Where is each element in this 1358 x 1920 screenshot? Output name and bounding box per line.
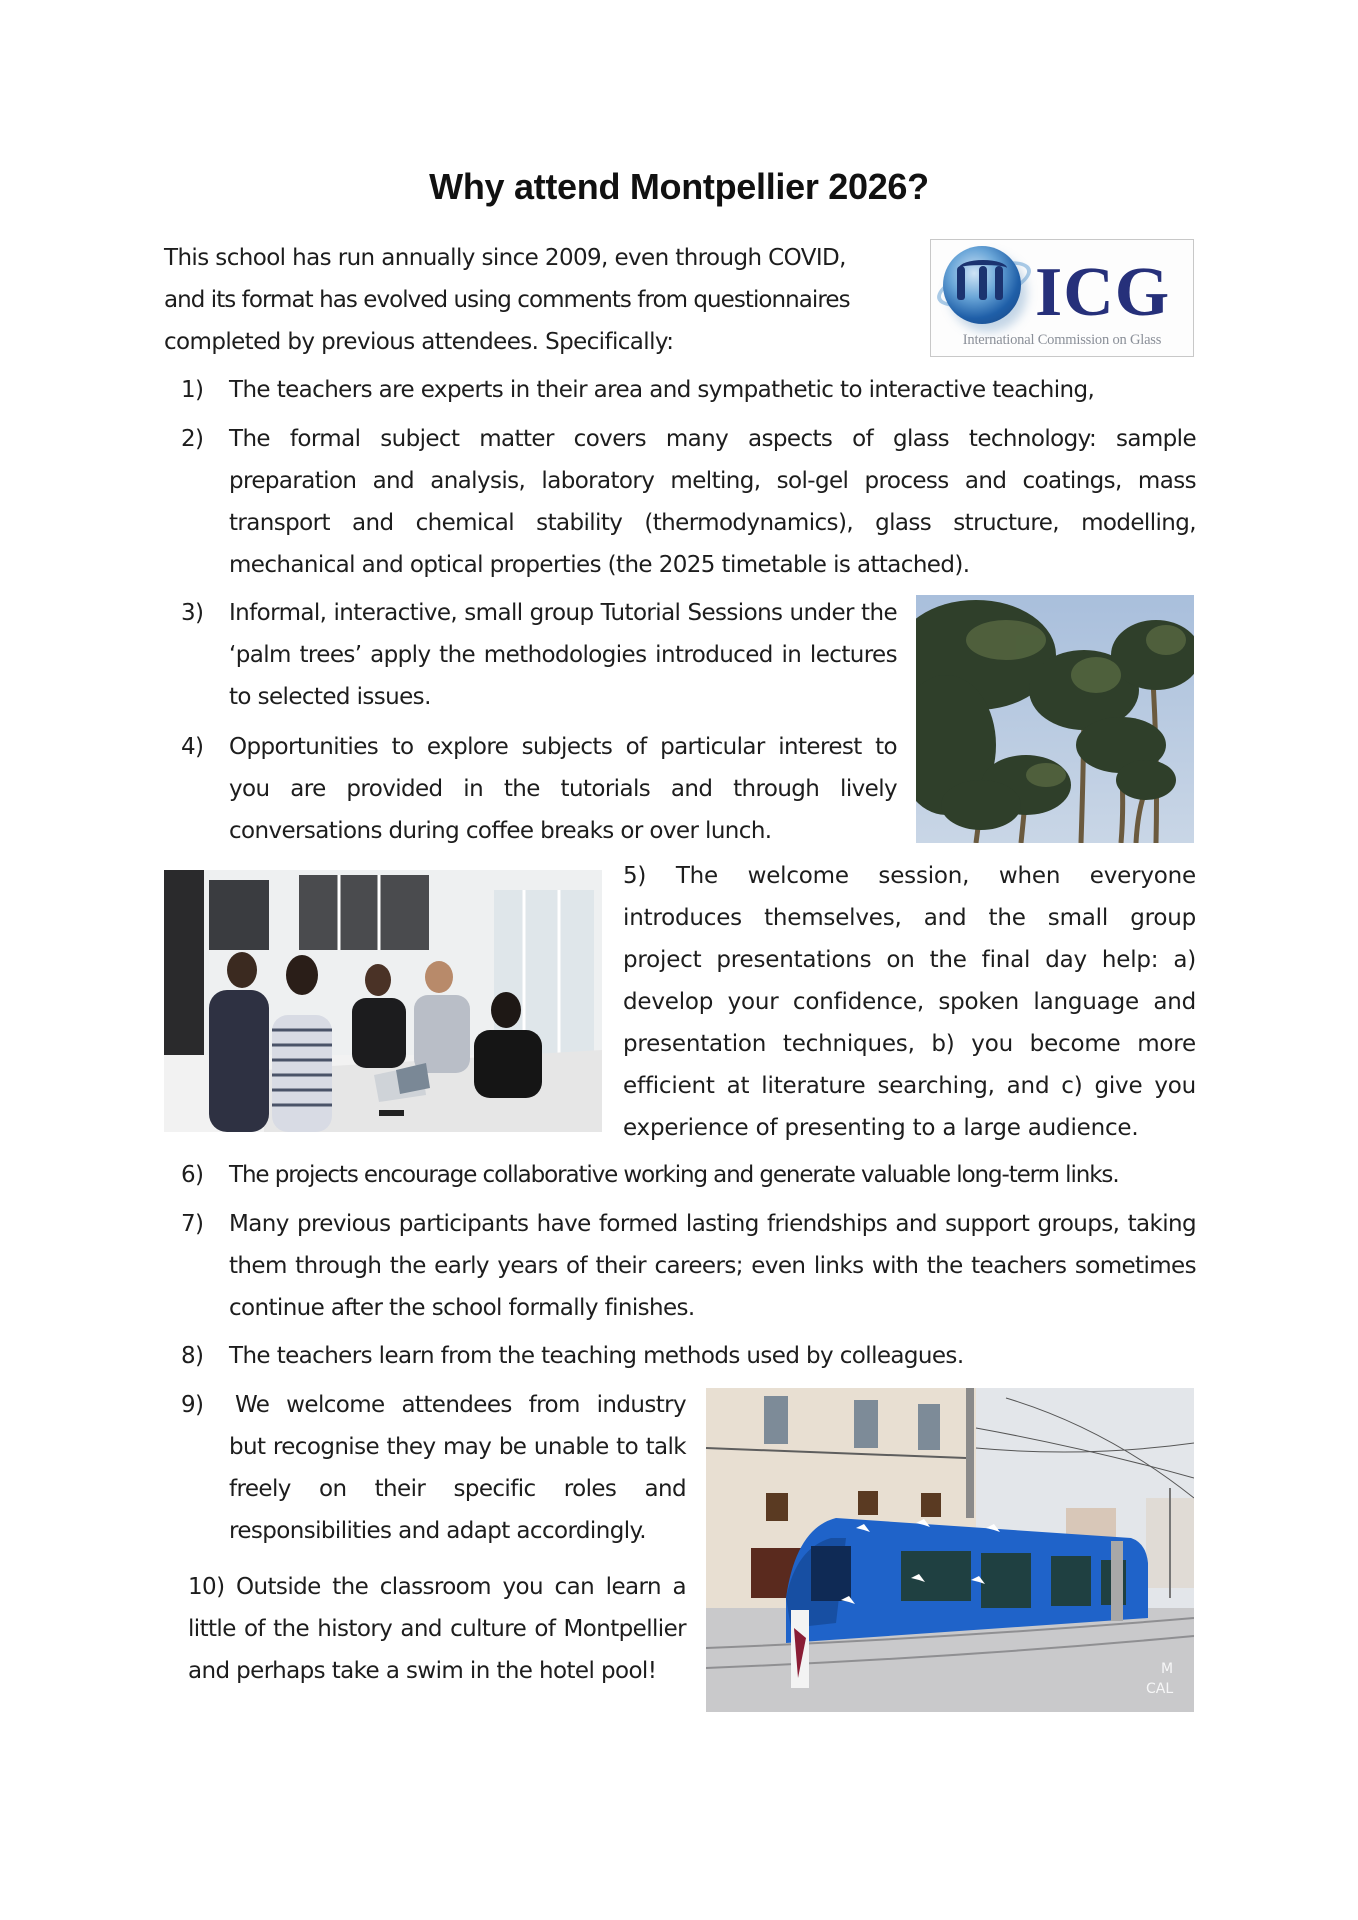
office-team-photo [164, 870, 602, 1132]
montpellier-tram-photo [706, 1388, 1194, 1712]
item-number: 8) [181, 1343, 204, 1369]
item-text: We welcome attendees from industry but recognise they may be unable to talk freely on their specific roles and responsibilities and adapt accordingly. [229, 1392, 686, 1544]
photo-watermark: M [1161, 1661, 1174, 1677]
item-number: 10) [188, 1574, 225, 1600]
item-number: 7) [181, 1211, 204, 1237]
item-text: The projects encourage collaborative working and generate valuable long-term links. [229, 1162, 1119, 1188]
item-number: 4) [181, 734, 204, 760]
page-title: Why attend Montpellier 2026? [429, 166, 929, 207]
item-number: 6) [181, 1162, 204, 1188]
item-text: The formal subject matter covers many aspects of glass technology: sample preparation and analysis, laboratory melting, sol-gel process and coatings, mass transport and chemical stability (thermodynamics), glass structure, modelling, mechanical and optical properties (the 2025 timetable is attached). [229, 426, 1196, 578]
intro-paragraph [164, 237, 914, 363]
intro-line: and its format has evolved using comments from questionnaires [164, 287, 850, 313]
svg-text:CAL: CAL [1146, 1681, 1174, 1697]
item-text: Informal, interactive, small group Tutorial Sessions under the ‘palm trees’ apply the methodologies introduced in lectures to selected issues. [229, 600, 897, 710]
item-text: The teachers learn from the teaching methods used by colleagues. [229, 1343, 964, 1369]
palm-trees-photo [916, 595, 1194, 843]
item-number: 1) [181, 377, 204, 403]
item-text: 5) The welcome session, when everyone introduces themselves, and the small group project presentations on the final day help: a) develop your confidence, spoken language and presentation techniques, b) you become more efficient at literature searching, and c) give you experience of presenting to a large audience. [623, 863, 1196, 1141]
intro-line: This school has run annually since 2009, even through COVID, [164, 245, 846, 271]
item-number: 3) [181, 600, 204, 626]
intro-line: completed by previous attendees. Specifically: [164, 329, 674, 355]
item-text: The teachers are experts in their area and sympathetic to interactive teaching, [229, 377, 1095, 403]
icg-logo [930, 239, 1194, 357]
item-text: Many previous participants have formed lasting friendships and support groups, taking them through the early years of their careers; even links with the teachers sometimes continue after the school formally finishes. [229, 1211, 1196, 1321]
item-number: 5) [623, 863, 647, 889]
figures-icon [957, 256, 1009, 306]
logo-caption: International Commission on Glass [962, 332, 1162, 348]
item-text: 10) Outside the classroom you can learn a little of the history and culture of Montpellier and perhaps take a swim in the hotel pool! [188, 1574, 686, 1684]
logo-brand: ICG [1035, 254, 1171, 331]
item-number: 9) [181, 1392, 204, 1418]
item-text: Opportunities to explore subjects of particular interest to you are provided in the tutorials and through lively conversations during coffee breaks or over lunch. [229, 734, 897, 844]
item-number: 2) [181, 426, 204, 452]
